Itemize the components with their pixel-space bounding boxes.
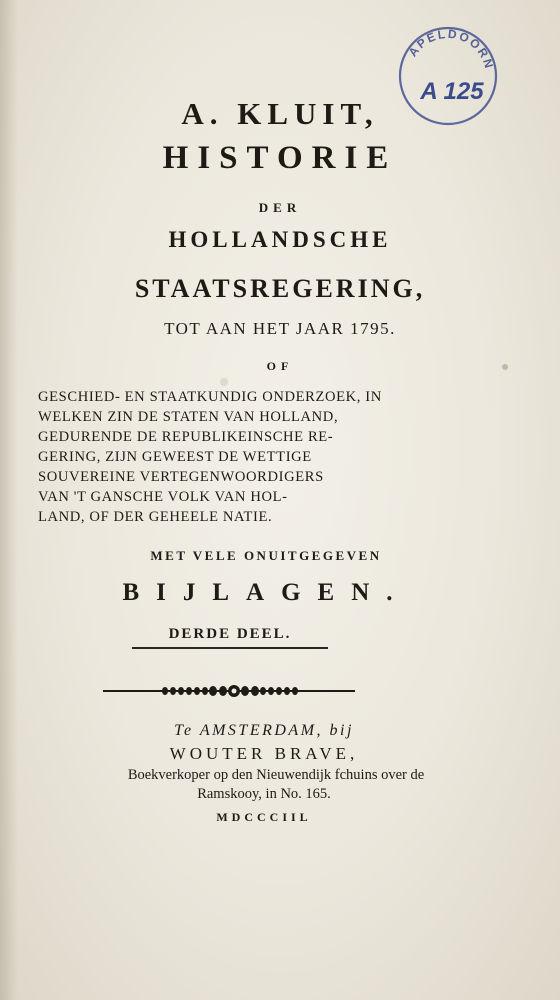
stamp-ring-text: APELDOORN <box>405 26 497 72</box>
subtitle-line: SOUVEREINE VERTEGENWOORDIGERS <box>38 469 324 485</box>
subtitle-line: VAN 'T GANSCHE VOLK VAN HOL- <box>38 489 288 505</box>
appendix-intro: MET VELE ONUITGEGEVEN <box>150 548 382 563</box>
title-historie: HISTORIE <box>162 140 398 176</box>
subtitle-line: GEDURENDE DE REPUBLIKEINSCHE RE- <box>38 429 334 445</box>
appendix-title: BIJLAGEN. <box>122 579 410 606</box>
foxing-spot <box>502 364 508 370</box>
svg-text:APELDOORN <box>406 27 497 72</box>
foxing-spot <box>220 378 228 386</box>
title-staatsregering: STAATSREGERING, <box>134 274 426 303</box>
author-name: A. KLUIT, <box>181 96 379 131</box>
subtitle-line: WELKEN ZIN DE STATEN VAN HOLLAND, <box>38 409 339 425</box>
imprint-address-2: Ramskooy, in No. 165. <box>197 786 331 802</box>
subtitle-line: GESCHIED- EN STAATKUNDIG ONDERZOEK, IN <box>38 389 382 405</box>
subtitle-line: GERING, ZIJN GEWEEST DE WETTIGE <box>38 449 312 465</box>
title-hollandsche: HOLLANDSCHE <box>168 227 392 252</box>
ornamental-rule <box>103 684 355 698</box>
title-der: DER <box>258 200 302 215</box>
title-year-line: TOT AAN HET JAAR 1795. <box>164 319 396 338</box>
imprint-address-1: Boekverkoper op den Nieuwendijk fchuins over de <box>127 767 425 783</box>
subtitle-block <box>38 387 398 527</box>
imprint-city: Te AMSTERDAM, bij <box>174 722 354 739</box>
title-conjunction: OF <box>266 359 294 373</box>
volume-label: DERDE DEEL. <box>132 624 328 649</box>
imprint-year: MDCCCIIL <box>216 810 312 824</box>
stamp-shelfmark: A 125 <box>420 78 484 105</box>
imprint-publisher: WOUTER BRAVE, <box>169 744 359 763</box>
subtitle-line: LAND, OF DER GEHEELE NATIE. <box>38 509 273 525</box>
